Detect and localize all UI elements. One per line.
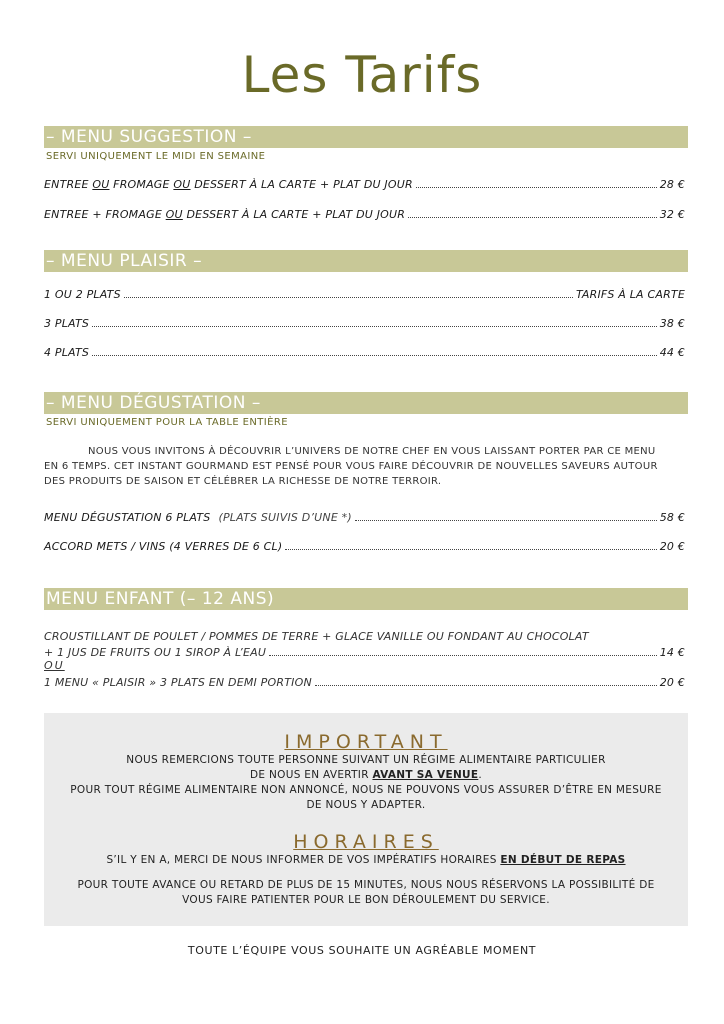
dot-leader <box>285 549 656 550</box>
suggestion-subtitle: SERVI UNIQUEMENT LE MIDI EN SEMAINE <box>46 151 266 162</box>
dot-leader <box>92 326 657 327</box>
menu-row-label: 3 PLATS <box>44 317 90 330</box>
dot-leader <box>416 187 657 188</box>
menu-row-price: TARIFS À LA CARTE <box>575 288 685 301</box>
dot-leader <box>408 217 657 218</box>
enfant-ou-separator: OU <box>44 659 65 672</box>
menu-row-label: 1 OU 2 PLATS <box>44 288 121 301</box>
dot-leader <box>92 355 657 356</box>
menu-row-label: 4 PLATS <box>44 346 90 359</box>
info-box <box>44 713 688 926</box>
menu-row-label: + 1 JUS DE FRUITS OU 1 SIROP À L’EAU <box>44 646 267 659</box>
menu-row-label: MENU DÉGUSTATION 6 PLATS (PLATS SUIVIS D’UNE *) <box>44 511 352 524</box>
menu-row-price: 58 € <box>659 511 685 524</box>
menu-row-degustation-1 <box>44 510 685 524</box>
menu-row-enfant-2 <box>44 675 685 689</box>
menu-row-label: 1 MENU « PLAISIR » 3 PLATS EN DEMI PORTION <box>44 676 312 689</box>
enfant-description: CROUSTILLANT DE POULET / POMMES DE TERRE + GLACE VANILLE OU FONDANT AU CHOCOLAT <box>44 630 589 643</box>
horaires-title: HORAIRES <box>293 831 439 853</box>
section-header-suggestion: – MENU SUGGESTION – <box>44 126 688 148</box>
section-header-enfant: MENU ENFANT (– 12 ANS) <box>44 588 688 610</box>
menu-row-price: 38 € <box>659 317 685 330</box>
menu-row-label: ENTREE + FROMAGE OU DESSERT À LA CARTE + PLAT DU JOUR <box>44 208 406 221</box>
section-header-plaisir: – MENU PLAISIR – <box>44 250 688 272</box>
degustation-subtitle: SERVI UNIQUEMENT POUR LA TABLE ENTIÈRE <box>46 417 288 428</box>
dot-leader <box>269 655 657 656</box>
menu-row-plaisir-3 <box>44 345 685 359</box>
menu-row-suggestion-2 <box>44 207 685 221</box>
footer-message: TOUTE L’ÉQUIPE VOUS SOUHAITE UN AGRÉABLE MOMENT <box>187 944 537 957</box>
menu-row-price: 20 € <box>659 540 685 553</box>
important-title: IMPORTANT <box>284 731 448 753</box>
menu-row-price: 32 € <box>659 208 685 221</box>
section-header-degustation: – MENU DÉGUSTATION – <box>44 392 688 414</box>
degustation-description: NOUS VOUS INVITONS À DÉCOUVRIR L’UNIVERS DE NOTRE CHEF EN VOUS LAISSANT PORTER PAR CE MENU EN 6 TEMPS. CET INSTANT GOURMAND EST PENSÉ POUR VOUS FAIRE DÉCOUVRIR DE NOUVELLES SAVEURS AUTOUR DES PRODUITS DE SAISON ET CÉLÉBRER LA RICHESSE DE NOTRE TERROIR. <box>44 446 658 487</box>
dot-leader <box>124 297 573 298</box>
menu-row-price: 28 € <box>659 178 685 191</box>
important-text: NOUS REMERCIONS TOUTE PERSONNE SUIVANT UN RÉGIME ALIMENTAIRE PARTICULIER DE NOUS EN AVERTIR AVANT SA VENUE. POUR TOUT RÉGIME ALIMENTAIRE NON ANNONCÉ, NOUS NE POUVONS VOUS ASSURER D’ÊTRE EN MESURE DE NOUS Y ADAPTER. <box>70 754 662 811</box>
menu-row-price: 20 € <box>659 676 685 689</box>
menu-row-plaisir-2 <box>44 316 685 330</box>
dot-leader <box>315 685 657 686</box>
menu-row-plaisir-1 <box>44 287 685 301</box>
menu-row-degustation-2 <box>44 539 685 553</box>
page-title: Les Tarifs <box>241 46 483 104</box>
menu-row-label: ENTREE OU FROMAGE OU DESSERT À LA CARTE + PLAT DU JOUR <box>44 178 413 191</box>
menu-row-suggestion-1 <box>44 177 685 191</box>
menu-row-enfant-1 <box>44 645 685 659</box>
dot-leader <box>355 520 657 521</box>
menu-row-price: 44 € <box>659 346 685 359</box>
menu-row-price: 14 € <box>659 646 685 659</box>
menu-row-label: ACCORD METS / VINS (4 VERRES DE 6 CL) <box>44 540 283 553</box>
horaires-text: S’IL Y EN A, MERCI DE NOUS INFORMER DE VOS IMPÉRATIFS HORAIRES EN DÉBUT DE REPAS POUR TOUTE AVANCE OU RETARD DE PLUS DE 15 MINUTES, NOUS NOUS RÉSERVONS LA POSSIBILITÉ DE VOUS FAIRE PATIENTER POUR LE BON DÉROULEMENT DU SERVICE. <box>77 854 655 906</box>
